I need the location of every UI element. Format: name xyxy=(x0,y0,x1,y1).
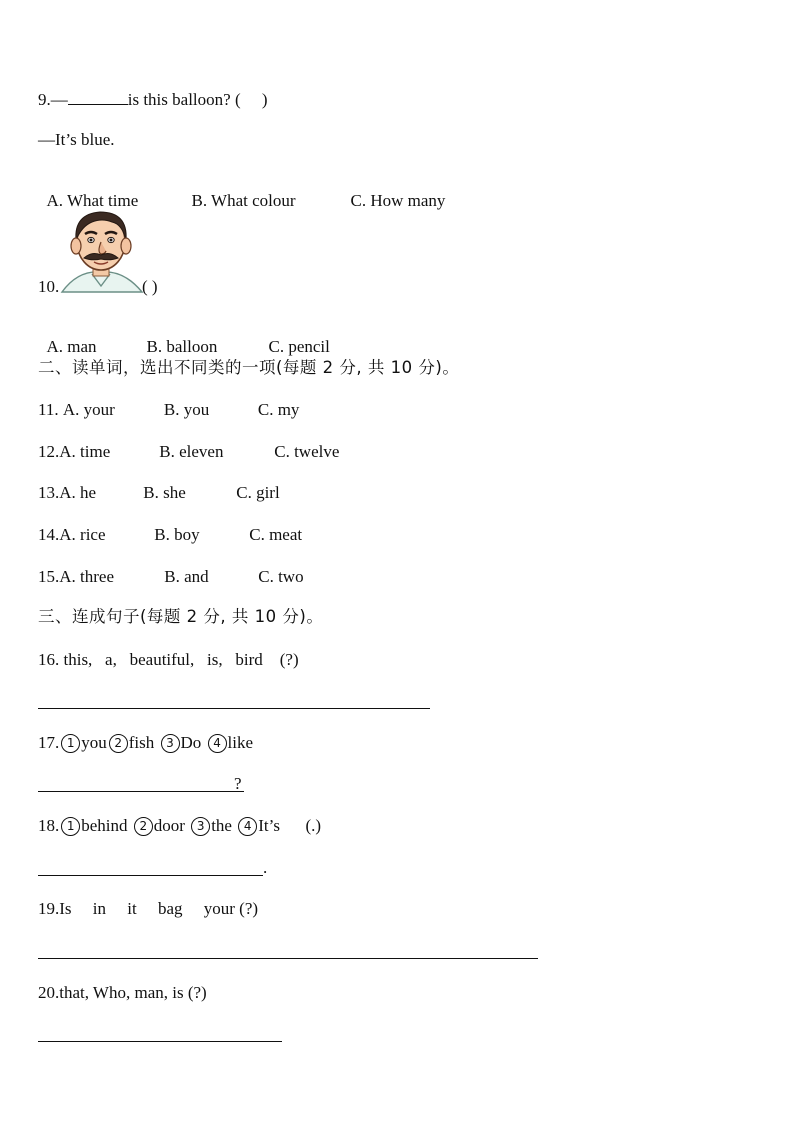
q16-prompt: 16. this, a, beautiful, is, bird (?) xyxy=(38,650,299,669)
q18-word: the xyxy=(211,816,232,835)
q17-word: fish xyxy=(128,733,155,752)
q15-line xyxy=(38,567,304,587)
q10-prefix: 10. xyxy=(38,277,60,296)
q18-number: 18. xyxy=(38,816,60,835)
q11-number: 11. xyxy=(38,400,63,419)
q17-word: like xyxy=(227,733,254,752)
circle-4: 4 xyxy=(238,817,257,836)
q9-answer: —It’s blue. xyxy=(38,130,115,149)
q10-option-a[interactable]: A. man xyxy=(46,337,97,356)
q17-word: you xyxy=(81,733,107,752)
circle-3: 3 xyxy=(161,734,180,753)
q20-answer-line[interactable] xyxy=(38,1041,282,1042)
q20-prompt: 20.that, Who, man, is (?) xyxy=(38,983,207,1002)
q10-suffix: ( ) xyxy=(142,277,158,296)
q18-word: door xyxy=(153,816,185,835)
q18-punctuation: (.) xyxy=(305,816,322,835)
q11-option-a[interactable]: A. your xyxy=(62,400,115,419)
q9-option-c[interactable]: C. How many xyxy=(350,191,446,210)
q17-question-mark: ? xyxy=(234,774,242,793)
q17-prompt xyxy=(38,733,253,753)
q18-word: It’s xyxy=(258,816,280,835)
q11-option-b[interactable]: B. you xyxy=(163,400,210,419)
q13-option-c[interactable]: C. girl xyxy=(236,483,280,502)
q18-prompt xyxy=(38,816,321,836)
q10-options xyxy=(38,317,330,357)
q12-line xyxy=(38,442,339,462)
q9-suffix: is this balloon? ( ) xyxy=(127,90,268,109)
q18-answer-line[interactable] xyxy=(38,875,263,876)
q12-number: 12. xyxy=(38,442,60,461)
q9-prefix: 9.— xyxy=(38,90,68,109)
q14-option-b[interactable]: B. boy xyxy=(154,525,200,544)
q13-option-b[interactable]: B. she xyxy=(143,483,186,502)
circle-3: 3 xyxy=(191,817,210,836)
q14-option-c[interactable]: C. meat xyxy=(249,525,303,544)
q11-option-c[interactable]: C. my xyxy=(257,400,300,419)
q14-option-a[interactable]: A. rice xyxy=(59,525,106,544)
q11-line xyxy=(38,400,299,420)
q17-number: 17. xyxy=(38,733,60,752)
q9-option-a[interactable]: A. What time xyxy=(46,191,139,210)
q17-answer-line[interactable] xyxy=(38,791,244,792)
q16-answer-line[interactable] xyxy=(38,708,430,709)
q13-option-a[interactable]: A. he xyxy=(59,483,97,502)
q12-option-a[interactable]: A. time xyxy=(59,442,111,461)
q15-option-c[interactable]: C. two xyxy=(258,567,304,586)
q13-line xyxy=(38,483,280,503)
section2-heading: 二、读单词，选出不同类的一项(每题 2 分, 共 10 分)。 xyxy=(38,358,460,377)
q15-option-a[interactable]: A. three xyxy=(59,567,115,586)
q19-prompt: 19.Is in it bag your (?) xyxy=(38,899,259,918)
q9-line xyxy=(38,88,268,110)
man-cartoon-image xyxy=(58,204,144,296)
circle-2: 2 xyxy=(109,734,128,753)
q18-period: . xyxy=(263,858,268,877)
q13-number: 13. xyxy=(38,483,60,502)
q14-number: 14. xyxy=(38,525,60,544)
q17-word: Do xyxy=(180,733,202,752)
q15-option-b[interactable]: B. and xyxy=(164,567,209,586)
circle-1: 1 xyxy=(61,734,80,753)
q19-answer-line[interactable] xyxy=(38,958,538,959)
q10-option-b[interactable]: B. balloon xyxy=(146,337,218,356)
q14-line xyxy=(38,525,302,545)
circle-4: 4 xyxy=(208,734,227,753)
q12-option-b[interactable]: B. eleven xyxy=(159,442,224,461)
q12-option-c[interactable]: C. twelve xyxy=(274,442,340,461)
q15-number: 15. xyxy=(38,567,60,586)
circle-1: 1 xyxy=(61,817,80,836)
q9-blank[interactable] xyxy=(68,88,128,105)
circle-2: 2 xyxy=(134,817,153,836)
q18-word: behind xyxy=(81,816,128,835)
q9-option-b[interactable]: B. What colour xyxy=(191,191,296,210)
q10-option-c[interactable]: C. pencil xyxy=(268,337,330,356)
section3-heading: 三、连成句子(每题 2 分, 共 10 分)。 xyxy=(38,607,324,626)
